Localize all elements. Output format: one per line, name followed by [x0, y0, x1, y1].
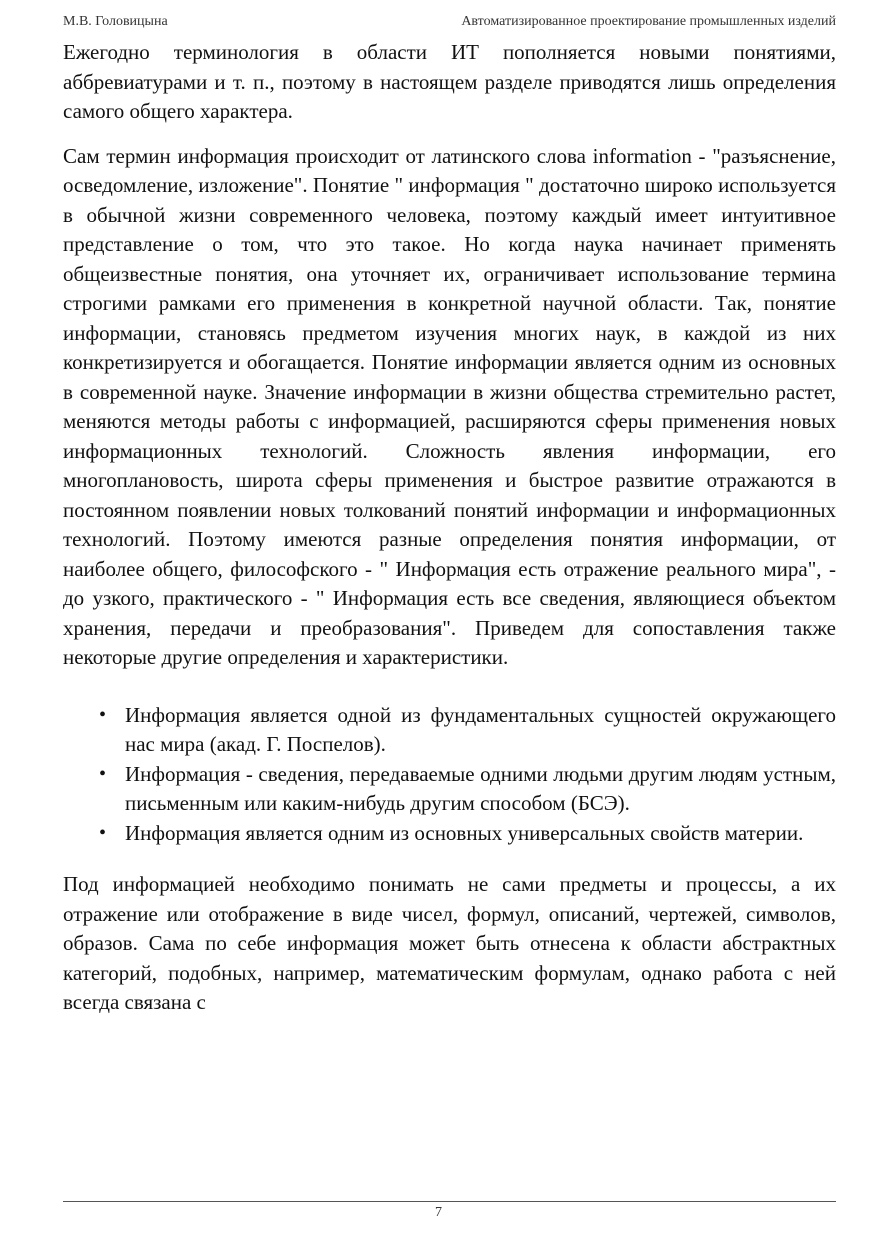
footer-divider	[63, 1201, 836, 1202]
list-item	[99, 701, 836, 760]
paragraph: Ежегодно терминология в области ИТ пополняется новыми понятиями, аббревиатурами и т. п., поэтому в настоящем разделе приводятся лишь определения самого общего характера.	[63, 40, 836, 123]
paragraph: Под информацией необходимо понимать не сами предметы и процессы, а их отражение или отображение в виде чисел, формул, описаний, чертежей, символов, образов. Сама по себе информация может быть отнесена к области абстрактных категорий, подобных, например, математическим формулам, однако работа с ней всегда связана с	[63, 872, 836, 1014]
list-item-text: Информация является одной из фундаментальных сущностей окружающего нас мира (акад. Г. Поспелов).	[125, 702, 836, 756]
list-item-text: Информация - сведения, передаваемые одними людьми другим людям устным, письменным или каким-нибудь другим способом (БСЭ).	[125, 761, 836, 815]
page-body	[63, 38, 836, 1018]
page-number: 7	[435, 1205, 442, 1220]
bullet-icon: •	[99, 762, 107, 785]
paragraph: Сам термин информация происходит от латинского слова information - "разъяснение, осведомление, изложение". Понятие " информация " достаточно широко используется в обычной жизни современного человека, поэтому каждый имеет интуитивное представление о том, что это такое. Но когда наука начинает применять общеизвестные понятия, она уточняет их, ограничивает использование термина строгими рамками его применения в конкретной научной области. Так, понятие информации, становясь предметом изучения многих наук, в каждой из них конкретизируется и обогащается. Понятие информации является одним из основных в современной науке. Значение информации в жизни общества стремительно растет, меняются методы работы с информацией, расширяются сферы применения новых информационных технологий. Сложность явления информации, его многоплановость, широта сферы применения и быстрое развитие отражаются в постоянном появлении новых толкований понятий информации и информационных технологий. Поэтому имеются разные определения понятия информации, от наиболее общего, философского - " Информация есть отражение реального мира", - до узкого, практического - " Информация есть все сведения, являющиеся объектом хранения, передачи и преобразования". Приведем для сопоставления также некоторые другие определения и характеристики.	[63, 143, 836, 669]
bullet-icon: •	[99, 821, 107, 844]
definitions-list	[63, 701, 836, 849]
list-item-text: Информация является одним из основных универсальных свойств материи.	[125, 820, 804, 845]
header-author: М.В. Головицына	[63, 14, 168, 29]
list-item	[99, 819, 836, 849]
running-header	[63, 14, 836, 36]
header-title: Автоматизированное проектирование промышленных изделий	[461, 14, 836, 29]
bullet-icon: •	[99, 703, 107, 726]
list-item	[99, 760, 836, 819]
